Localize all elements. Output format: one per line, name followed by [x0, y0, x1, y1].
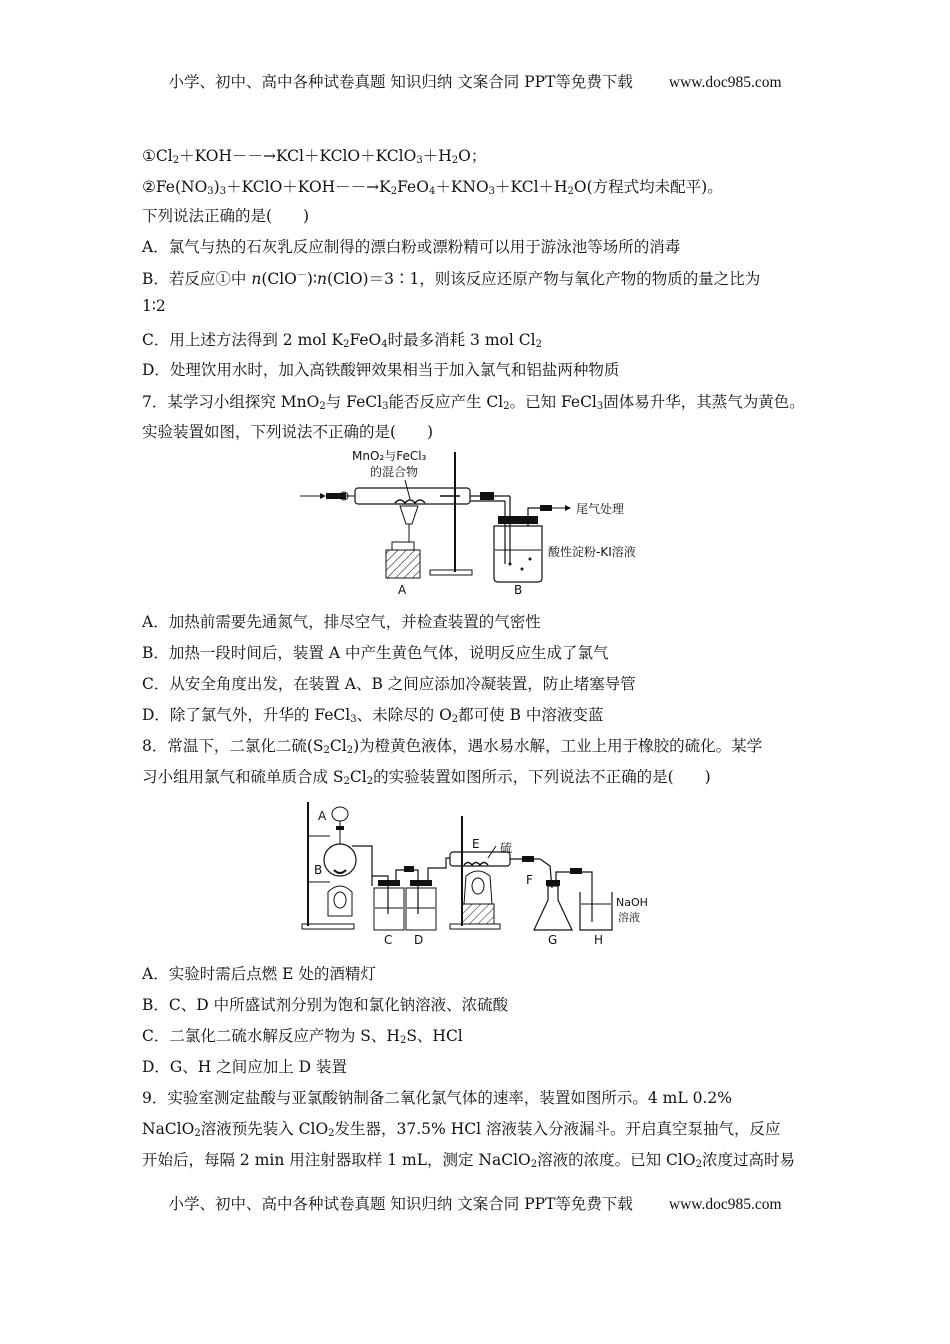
q9-line-2: NaClO$_2$溶液预先装入 ClO$_2$发生器，37.5% HCl 溶液装入分液漏斗。开启真空泵抽气，反应	[142, 1120, 781, 1139]
footer-site: www.doc985.com	[668, 1196, 782, 1213]
q6-option-b-cont: 1∶2	[142, 297, 166, 315]
q8-apparatus-figure	[300, 796, 660, 951]
q8-option-d: D．G、H 之间应加上 D 装置	[142, 1058, 348, 1076]
q7-stem-1: 7．某学习小组探究 MnO$_2$与 FeCl$_3$能否反应产生 $Cl_2$。已知 FeCl$_3$固体易升华，其蒸气为黄色。	[142, 393, 805, 412]
label-e: E	[472, 837, 480, 851]
header-text: 小学、初中、高中各种试卷真题 知识归纳 文案合同 PPT等免费下载	[168, 73, 633, 91]
q6-option-a: A．氯气与热的石灰乳反应制得的漂白粉或漂粉精可以用于游泳池等场所的消毒	[142, 238, 681, 256]
apparatus-b-label: B	[514, 583, 523, 597]
label-d: D	[414, 933, 424, 947]
label-f: F	[526, 873, 533, 887]
q6-option-c: C．用上述方法得到 2 mol $K_2FeO_4$时最多消耗 3 mol $Cl_2$	[142, 331, 542, 350]
label-c: C	[384, 933, 393, 947]
tail-gas-label: 尾气处理	[576, 502, 625, 516]
label-sulfur: 硫	[500, 841, 513, 855]
naoh-solution-label: 溶液	[618, 911, 640, 924]
page-footer	[0, 1192, 950, 1214]
q6-stem: 下列说法正确的是( )	[142, 207, 310, 225]
naoh-label: NaOH	[616, 896, 648, 909]
q7-option-c: C．从安全角度出发，在装置 A、B 之间应添加冷凝装置，防止堵塞导管	[142, 675, 636, 693]
q7-option-d: D．除了氯气外，升华的 FeCl$_3$、未除尽的 $O_2$都可使 B 中溶液变蓝	[142, 706, 604, 725]
q8-stem-2: 习小组用氯气和硫单质合成 $S_2Cl_2$的实验装置如图所示，下列说法不正确的是( )	[142, 768, 711, 787]
q7-option-a: A．加热前需要先通氮气，排尽空气，并检查装置的气密性	[142, 613, 541, 631]
q8-option-a: A．实验时需后点燃 E 处的酒精灯	[142, 965, 376, 983]
q9-line-1: 9．实验室测定盐酸与亚氯酸钠制备二氧化氯气体的速率，装置如图所示。4 mL 0.2%	[142, 1089, 732, 1107]
q9-line-3: 开始后，每隔 2 min 用注射器取样 1 mL，测定 NaClO$_2$溶液的浓度。已知 ClO$_2$浓度过高时易	[142, 1151, 795, 1170]
q7-apparatus-figure	[300, 444, 660, 599]
q7-stem-2: 实验装置如图，下列说法不正确的是( )	[142, 423, 434, 441]
page-header	[0, 70, 950, 92]
q8-option-c: C．二氯化二硫水解反应产物为 S、$H_2S$、HCl	[142, 1027, 463, 1046]
q7-option-b: B．加热一段时间后，装置 A 中产生黄色气体，说明反应生成了氯气	[142, 644, 609, 662]
label-a: A	[318, 809, 327, 823]
label-h: H	[594, 933, 604, 947]
q6-equation-1: $①Cl_2+KOH--\to KCl+KClO+KClO_3+H_2O$；	[142, 147, 487, 166]
q8-option-b: B．C、D 中所盛试剂分别为饱和氯化钠溶液、浓硫酸	[142, 996, 509, 1014]
q6-equation-2: $②Fe(NO_3)_3+KClO+KOH--\to K_2FeO_4+KNO_3+KCl+H_2O$(方程式均未配平)。	[142, 178, 723, 197]
q6-option-b: B．若反应①中 n(ClO－)∶n(ClO)＝3∶1，则该反应还原产物与氧化产物的物质的量之比为	[142, 270, 761, 288]
solution-label: 酸性淀粉-KI溶液	[548, 545, 636, 559]
header-site: www.doc985.com	[668, 74, 782, 91]
apparatus-a-label: A	[398, 583, 407, 597]
label-g: G	[548, 933, 558, 947]
q8-stem-1: 8．常温下，二氯化二硫$(S_2Cl_2)$为橙黄色液体，遇水易水解，工业上用于橡胶的硫化。某学	[142, 737, 763, 756]
mix-label-1: MnO₂与FeCl₃	[352, 449, 427, 463]
label-b: B	[314, 863, 323, 877]
q6-option-d: D．处理饮用水时，加入高铁酸钾效果相当于加入氯气和铝盐两种物质	[142, 361, 620, 379]
mix-label-2: 的混合物	[370, 465, 419, 479]
footer-text: 小学、初中、高中各种试卷真题 知识归纳 文案合同 PPT等免费下载	[168, 1195, 633, 1213]
